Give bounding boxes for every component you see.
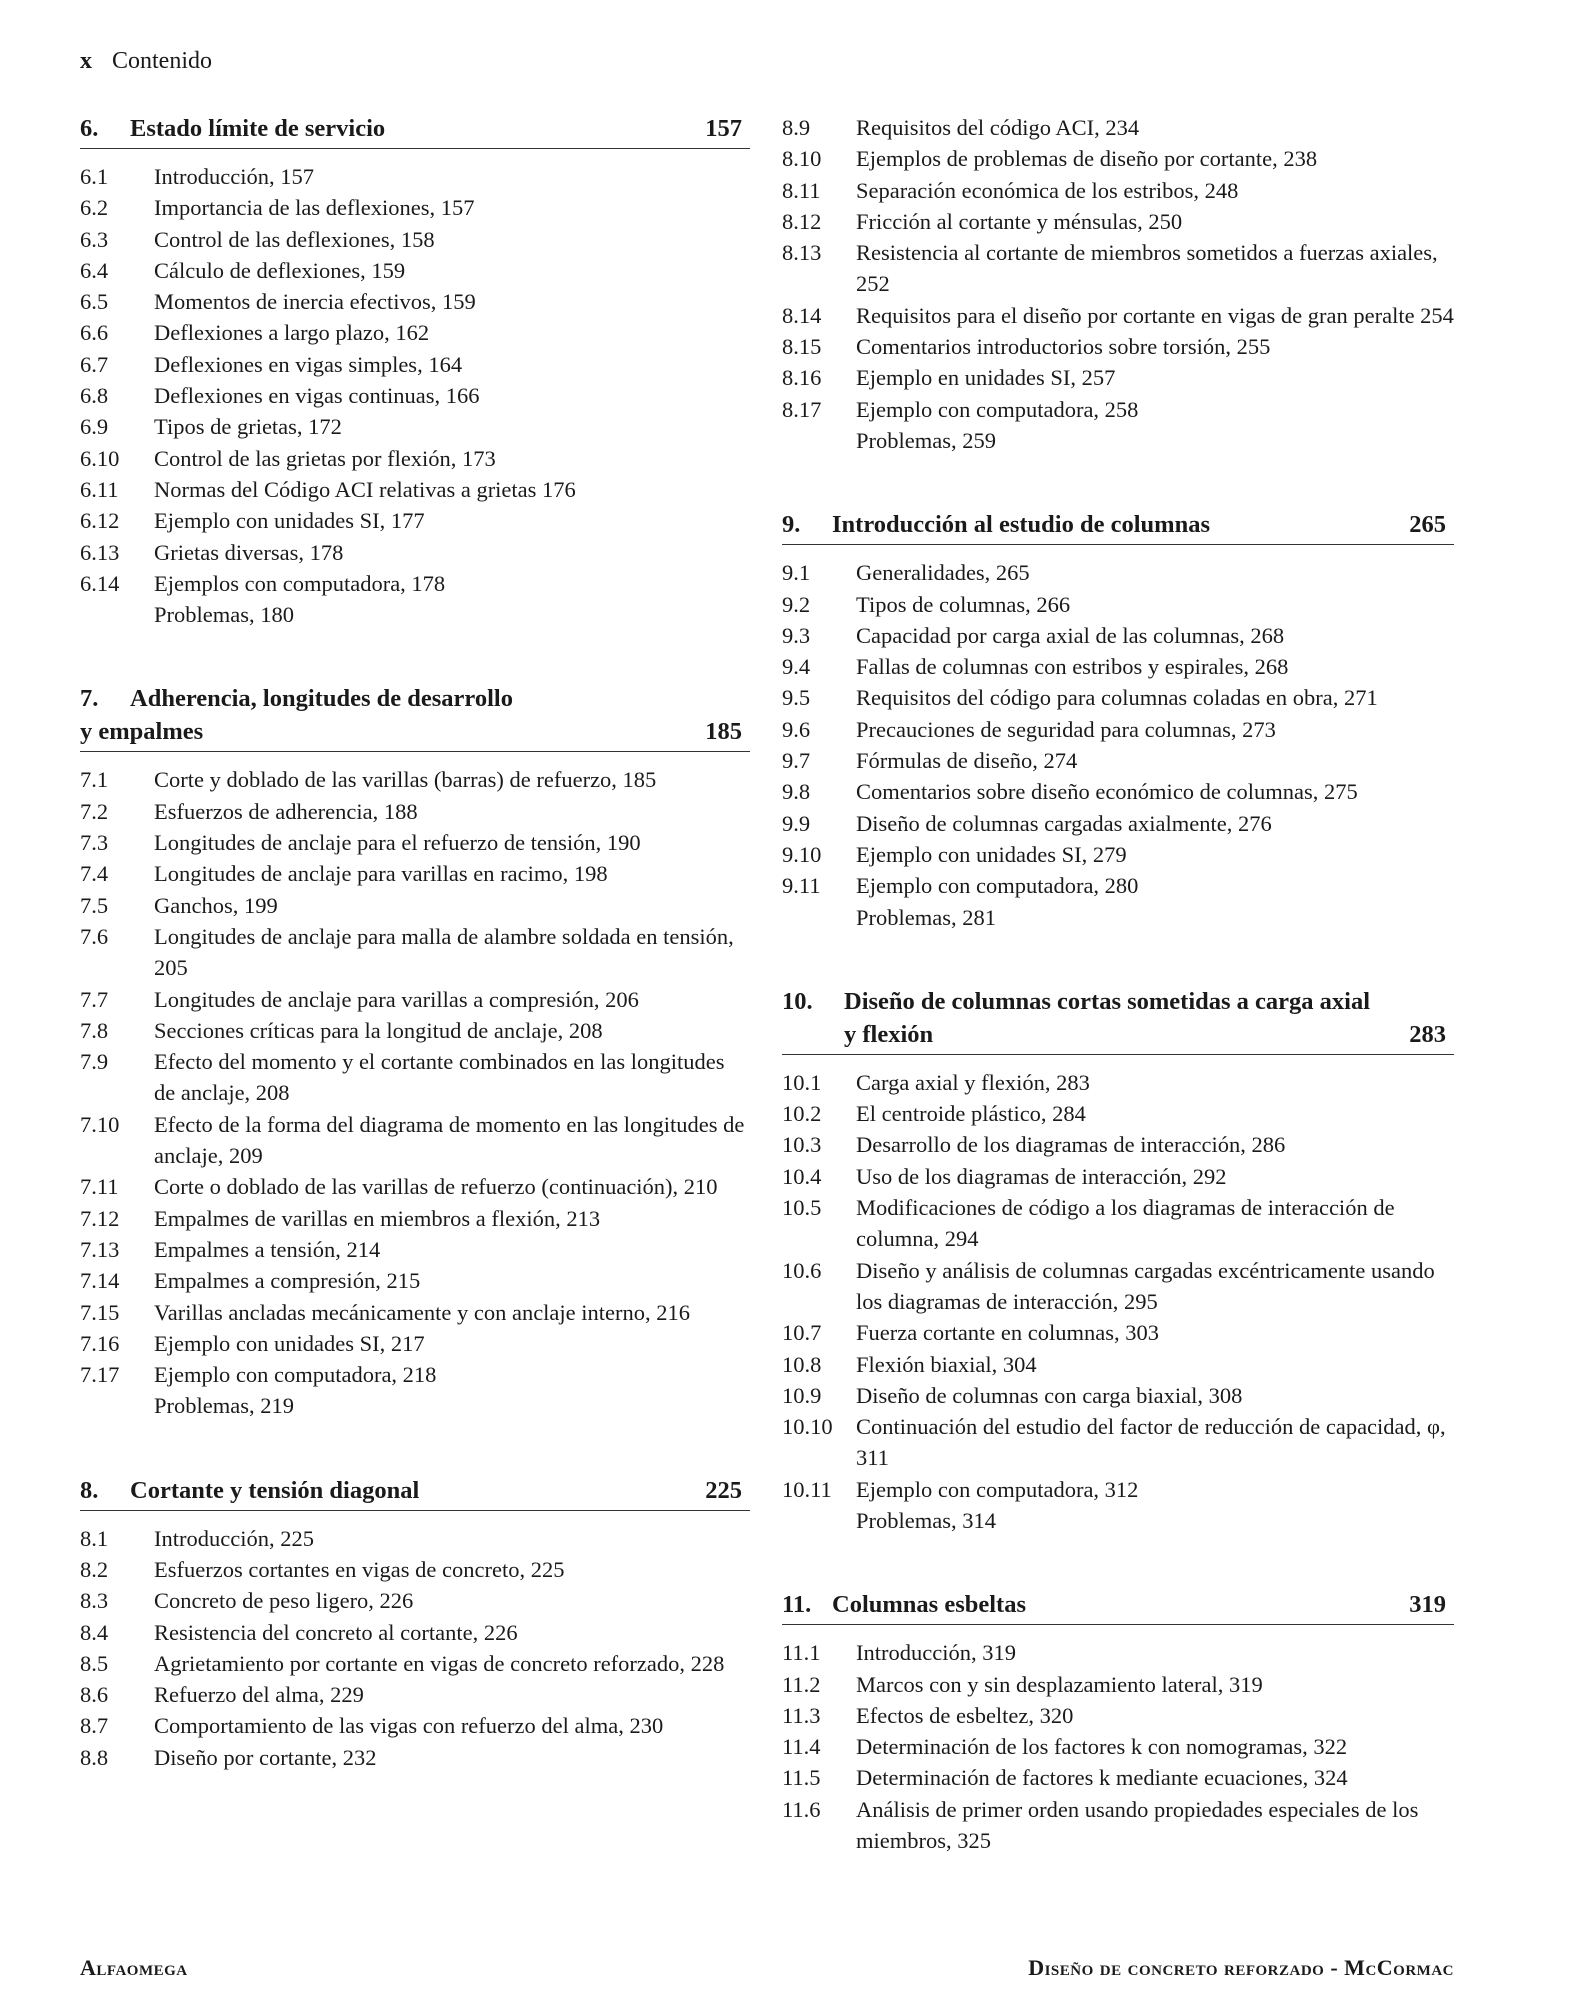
section-title: Deflexiones en vigas simples, 164: [154, 351, 463, 377]
section-number: 11.2: [782, 1671, 821, 1697]
toc-entry[interactable]: [80, 1359, 750, 1390]
toc-entry[interactable]: [80, 537, 750, 568]
section-number: 6.2: [80, 195, 109, 221]
section-number: 10.10: [782, 1414, 833, 1440]
section-number: 6.4: [80, 257, 109, 283]
chapter-section: [80, 1474, 750, 1773]
section-title: Longitudes de anclaje para varillas a compresión, 206: [154, 986, 639, 1012]
section-number: 8.16: [782, 365, 822, 391]
section-number: 11.5: [782, 1765, 821, 1791]
toc-entry[interactable]: [782, 362, 1454, 393]
section-title: Comentarios sobre diseño económico de columnas, 275: [856, 779, 1358, 805]
section-title: Comentarios introductorios sobre torsión, 255: [856, 334, 1271, 360]
section-number: 8.10: [782, 146, 822, 172]
section-title: Uso de los diagramas de interacción, 292: [856, 1163, 1227, 1189]
section-number: 7.12: [80, 1205, 120, 1231]
section-number: 7.13: [80, 1236, 120, 1262]
section-title: Ejemplo con computadora, 258: [856, 396, 1139, 422]
chapter-heading[interactable]: [80, 682, 750, 752]
section-title: Secciones críticas para la longitud de anclaje, 208: [154, 1017, 603, 1043]
toc-entry[interactable]: [80, 1203, 750, 1234]
section-number: 6.9: [80, 414, 109, 440]
chapter-heading[interactable]: [80, 1474, 750, 1511]
toc-entry[interactable]: [80, 255, 750, 286]
section-number: 9.11: [782, 873, 821, 899]
section-number: 8.2: [80, 1556, 109, 1582]
toc-entry[interactable]: [782, 1349, 1454, 1380]
toc-entry[interactable]: [80, 443, 750, 474]
section-title: Capacidad por carga axial de las columnas, 268: [856, 622, 1285, 648]
toc-entry[interactable]: [80, 599, 750, 630]
toc-entry[interactable]: [782, 557, 1454, 588]
toc-entry[interactable]: [782, 237, 1454, 300]
toc-entry[interactable]: [80, 1554, 750, 1585]
section-number: 6.7: [80, 351, 109, 377]
section-number: 6.13: [80, 539, 120, 565]
section-title: Empalmes a tensión, 214: [154, 1236, 381, 1262]
section-title: Requisitos del código ACI, 234: [856, 115, 1140, 140]
chapter-section: [782, 985, 1454, 1536]
toc-entry[interactable]: [782, 651, 1454, 682]
section-number: 7.2: [80, 798, 109, 824]
section-title: Ejemplo con unidades SI, 177: [154, 508, 425, 534]
section-title: Cálculo de deflexiones, 159: [154, 257, 406, 283]
section-title: Separación económica de los estribos, 248: [856, 177, 1239, 203]
section-number: 7.10: [80, 1111, 120, 1137]
section-title: Longitudes de anclaje para malla de alambre soldada en tensión, 205: [154, 923, 734, 981]
section-title: Problemas, 219: [154, 1393, 294, 1419]
toc-entry[interactable]: [782, 175, 1454, 206]
page-number: x: [80, 48, 92, 74]
toc-entry[interactable]: [782, 1192, 1454, 1255]
section-number: 7.14: [80, 1268, 120, 1294]
toc-entry[interactable]: [80, 890, 750, 921]
section-title: Diseño de columnas cargadas axialmente, 276: [856, 810, 1272, 836]
header-title: Contenido: [112, 48, 212, 74]
section-title: Fricción al cortante y ménsulas, 250: [856, 208, 1183, 234]
section-number: 9.3: [782, 622, 811, 648]
toc-entry[interactable]: [782, 1067, 1454, 1098]
chapter-page: 157: [705, 115, 742, 142]
section-number: 6.12: [80, 508, 120, 534]
section-number: 9.10: [782, 841, 822, 867]
toc-entry[interactable]: [80, 568, 750, 599]
toc-entry[interactable]: [782, 1380, 1454, 1411]
section-title: Introducción, 319: [856, 1640, 1016, 1666]
toc-entry[interactable]: [80, 224, 750, 255]
chapter-heading[interactable]: [80, 112, 750, 149]
toc-entry[interactable]: [782, 143, 1454, 174]
section-number: 10.6: [782, 1257, 822, 1283]
chapter-number: 8.: [80, 1476, 99, 1504]
toc-entry[interactable]: [782, 902, 1454, 933]
toc-entry[interactable]: [80, 1742, 750, 1773]
chapter-section: [80, 682, 750, 1421]
chapter-number: 7.: [80, 685, 99, 713]
chapter-heading[interactable]: [782, 508, 1454, 545]
chapter-section: [782, 1588, 1454, 1856]
section-number: 11.3: [782, 1702, 821, 1728]
section-title: Efectos de esbeltez, 320: [856, 1702, 1074, 1728]
section-title: Fallas de columnas con estribos y espirales, 268: [856, 654, 1289, 680]
section-number: 10.5: [782, 1195, 822, 1221]
section-title: Introducción, 157: [154, 164, 314, 189]
section-title: Refuerzo del alma, 229: [154, 1682, 364, 1708]
toc-entry[interactable]: [782, 839, 1454, 870]
section-title: Marcos con y sin desplazamiento lateral, 319: [856, 1671, 1263, 1697]
chapter-page: 265: [1409, 511, 1446, 539]
chapter-page: 319: [1409, 1591, 1446, 1619]
section-title: Corte y doblado de las varillas (barras) de refuerzo, 185: [154, 767, 657, 793]
chapter-number: 10.: [782, 987, 813, 1015]
section-number: 9.6: [782, 716, 811, 742]
toc-entry[interactable]: [80, 1109, 750, 1172]
section-title: Efecto del momento y el cortante combinados en las longitudes de anclaje, 208: [154, 1049, 725, 1106]
section-number: 7.17: [80, 1362, 120, 1388]
section-title: Varillas ancladas mecánicamente y con anclaje interno, 216: [154, 1299, 691, 1325]
toc-entry[interactable]: [782, 1129, 1454, 1160]
toc-entry[interactable]: [80, 1265, 750, 1296]
toc-entry[interactable]: [782, 1317, 1454, 1348]
section-number: 10.1: [782, 1069, 822, 1095]
section-title: Ejemplo con computadora, 312: [856, 1476, 1139, 1502]
toc-entry[interactable]: [80, 192, 750, 223]
toc-entry[interactable]: [80, 286, 750, 317]
section-number: 9.1: [782, 560, 811, 586]
section-number: 11.6: [782, 1796, 821, 1822]
chapter-section: [80, 112, 750, 630]
section-title: Empalmes a compresión, 215: [154, 1268, 421, 1294]
section-number: 8.1: [80, 1525, 109, 1551]
toc-entry[interactable]: [782, 870, 1454, 901]
section-title: Ejemplo con unidades SI, 217: [154, 1330, 425, 1356]
section-number: 7.16: [80, 1330, 120, 1356]
toc-entry[interactable]: [80, 1617, 750, 1648]
chapter-title: Columnas esbeltas: [832, 1591, 1026, 1619]
section-number: 8.5: [80, 1650, 109, 1676]
section-title: Determinación de los factores k con nomogramas, 322: [856, 1734, 1348, 1760]
toc-entry[interactable]: [782, 206, 1454, 237]
section-number: 8.3: [80, 1588, 109, 1614]
toc-right-column: [782, 112, 1454, 1856]
section-title: Efecto de la forma del diagrama de momento en las longitudes de anclaje, 209: [154, 1111, 745, 1169]
toc-entry[interactable]: [782, 714, 1454, 745]
toc-entry[interactable]: [80, 1015, 750, 1046]
section-title: Flexión biaxial, 304: [856, 1351, 1037, 1377]
section-title: Generalidades, 265: [856, 560, 1030, 586]
section-title: Comportamiento de las vigas con refuerzo del alma, 230: [154, 1713, 664, 1739]
section-title: Carga axial y flexión, 283: [856, 1069, 1090, 1095]
chapter-title-continued: y flexión: [844, 1020, 934, 1048]
section-number: 10.11: [782, 1476, 832, 1502]
section-number: 10.9: [782, 1382, 822, 1408]
toc-entry[interactable]: [80, 380, 750, 411]
chapter-title-continued: y empalmes: [80, 718, 204, 746]
section-number: 8.9: [782, 115, 811, 140]
section-number: 9.8: [782, 779, 811, 805]
section-title: Problemas, 281: [856, 904, 996, 930]
section-title: Resistencia del concreto al cortante, 226: [154, 1619, 518, 1645]
chapter-section: [782, 508, 1454, 933]
toc-entry[interactable]: [80, 827, 750, 858]
section-title: Resistencia al cortante de miembros sometidos a fuerzas axiales, 252: [856, 240, 1438, 297]
toc-entry[interactable]: [80, 349, 750, 380]
toc-left-column: [80, 112, 750, 1773]
section-number: 7.11: [80, 1174, 119, 1200]
section-title: Problemas, 259: [856, 427, 996, 453]
chapter-number: 6.: [80, 115, 99, 142]
toc-entry[interactable]: [80, 1648, 750, 1679]
chapter-heading[interactable]: [782, 985, 1454, 1055]
section-title: Empalmes de varillas en miembros a flexión, 213: [154, 1205, 601, 1231]
section-number: 8.12: [782, 208, 822, 234]
section-number: 6.11: [80, 476, 119, 502]
section-number: 7.5: [80, 892, 109, 918]
section-title: Desarrollo de los diagramas de interacción, 286: [856, 1132, 1286, 1158]
section-number: 7.3: [80, 830, 109, 856]
toc-entry[interactable]: [782, 589, 1454, 620]
section-number: 10.7: [782, 1320, 822, 1346]
section-number: 7.9: [80, 1049, 109, 1075]
section-number: 10.4: [782, 1163, 822, 1189]
section-title: Grietas diversas, 178: [154, 539, 344, 565]
section-number: 6.3: [80, 226, 109, 252]
section-title: Importancia de las deflexiones, 157: [154, 195, 475, 221]
section-title: Esfuerzos de adherencia, 188: [154, 798, 418, 824]
section-title: Diseño de columnas con carga biaxial, 308: [856, 1382, 1243, 1408]
section-title: Continuación del estudio del factor de reducción de capacidad, φ, 311: [856, 1414, 1446, 1471]
section-title: Problemas, 180: [154, 602, 294, 628]
toc-entry[interactable]: [782, 1255, 1454, 1318]
section-title: Ejemplo en unidades SI, 257: [856, 365, 1116, 391]
section-number: 8.13: [782, 240, 822, 266]
section-title: Fórmulas de diseño, 274: [856, 748, 1078, 774]
chapter-section-continued: [782, 112, 1454, 456]
section-title: Longitudes de anclaje para varillas en racimo, 198: [154, 861, 608, 887]
toc-entry[interactable]: [80, 161, 750, 192]
section-title: Longitudes de anclaje para el refuerzo de tensión, 190: [154, 830, 641, 856]
chapter-heading[interactable]: [782, 1588, 1454, 1625]
toc-entry[interactable]: [782, 682, 1454, 713]
section-title: Fuerza cortante en columnas, 303: [856, 1320, 1160, 1346]
section-number: 7.6: [80, 923, 109, 949]
toc-entry[interactable]: [80, 1585, 750, 1616]
section-title: Análisis de primer orden usando propiedades especiales de los miembros, 325: [856, 1796, 1419, 1854]
section-title: Diseño y análisis de columnas cargadas excéntricamente usando los diagramas de interacción, 295: [856, 1257, 1435, 1314]
toc-entry[interactable]: [80, 984, 750, 1015]
toc-entry[interactable]: [782, 112, 1454, 143]
section-number: 6.1: [80, 164, 109, 189]
section-number: 9.2: [782, 591, 811, 617]
section-number: 7.7: [80, 986, 109, 1012]
chapter-title: Cortante y tensión diagonal: [130, 1476, 420, 1504]
section-title: Determinación de factores k mediante ecuaciones, 324: [856, 1765, 1348, 1791]
section-title: Ejemplos de problemas de diseño por cortante, 238: [856, 146, 1318, 172]
toc-entry[interactable]: [80, 858, 750, 889]
section-title: Requisitos del código para columnas coladas en obra, 271: [856, 685, 1378, 711]
section-number: 7.15: [80, 1299, 120, 1325]
section-number: 10.8: [782, 1351, 822, 1377]
section-title: Momentos de inercia efectivos, 159: [154, 289, 476, 315]
section-number: 8.4: [80, 1619, 109, 1645]
section-title: Ejemplo con computadora, 280: [856, 873, 1139, 899]
toc-entry[interactable]: [782, 776, 1454, 807]
toc-entry[interactable]: [782, 1411, 1454, 1474]
chapter-title: Estado límite de servicio: [130, 115, 386, 142]
section-title: El centroide plástico, 284: [856, 1101, 1086, 1127]
section-title: Diseño por cortante, 232: [154, 1744, 377, 1770]
section-title: Modificaciones de código a los diagramas de interacción de columna, 294: [856, 1195, 1395, 1252]
section-number: 8.15: [782, 334, 822, 360]
chapter-number: 11.: [782, 1591, 812, 1619]
toc-entry[interactable]: [782, 331, 1454, 362]
section-title: Introducción, 225: [154, 1525, 314, 1551]
section-number: 7.8: [80, 1017, 109, 1043]
toc-entry[interactable]: [80, 411, 750, 442]
section-number: 6.8: [80, 383, 109, 409]
toc-entry[interactable]: [80, 1328, 750, 1359]
toc-entry[interactable]: [782, 1794, 1454, 1857]
toc-entry[interactable]: [80, 1297, 750, 1328]
toc-entry[interactable]: [782, 1669, 1454, 1700]
section-number: 7.4: [80, 861, 109, 887]
chapter-page: 283: [1409, 1020, 1446, 1048]
section-number: 11.1: [782, 1640, 821, 1666]
toc-entry[interactable]: [782, 1700, 1454, 1731]
chapter-title: Diseño de columnas cortas sometidas a carga axial: [844, 987, 1371, 1015]
section-number: 9.4: [782, 654, 811, 680]
toc-entry[interactable]: [80, 764, 750, 795]
toc-entry[interactable]: [782, 394, 1454, 425]
chapter-page: 225: [705, 1476, 742, 1504]
toc-entry[interactable]: [80, 1171, 750, 1202]
section-number: 6.5: [80, 289, 109, 315]
toc-entry[interactable]: [782, 1637, 1454, 1668]
toc-entry[interactable]: [782, 1731, 1454, 1762]
toc-entry[interactable]: [782, 1098, 1454, 1129]
toc-entry[interactable]: [80, 921, 750, 984]
chapter-title: Introducción al estudio de columnas: [832, 511, 1210, 539]
section-number: 8.8: [80, 1744, 109, 1770]
toc-entry[interactable]: [80, 796, 750, 827]
section-number: 8.17: [782, 396, 822, 422]
toc-entry[interactable]: [782, 620, 1454, 651]
toc-entry[interactable]: [80, 317, 750, 348]
toc-entry[interactable]: [782, 1474, 1454, 1505]
section-title: Control de las deflexiones, 158: [154, 226, 435, 252]
footer-book-title: Diseño de concreto reforzado - McCormac: [1028, 1955, 1454, 1980]
section-number: 11.4: [782, 1734, 821, 1760]
section-title: Corte o doblado de las varillas de refuerzo (continuación), 210: [154, 1174, 718, 1200]
toc-entry[interactable]: [80, 1046, 750, 1109]
section-number: 10.2: [782, 1101, 822, 1127]
toc-entry[interactable]: [782, 1505, 1454, 1536]
section-number: 6.10: [80, 445, 120, 471]
section-title: Ejemplos con computadora, 178: [154, 570, 446, 596]
section-title: Ejemplo con unidades SI, 279: [856, 841, 1127, 867]
chapter-number: 9.: [782, 511, 801, 539]
section-title: Deflexiones en vigas continuas, 166: [154, 383, 480, 409]
toc-entry[interactable]: [80, 1710, 750, 1741]
section-number: 7.1: [80, 767, 109, 793]
section-number: 8.14: [782, 302, 822, 328]
chapter-title: Adherencia, longitudes de desarrollo: [130, 685, 513, 713]
footer-publisher: Alfaomega: [80, 1955, 188, 1980]
toc-entry[interactable]: [80, 1523, 750, 1554]
section-title: Tipos de columnas, 266: [856, 591, 1071, 617]
section-number: 6.6: [80, 320, 109, 346]
toc-entry[interactable]: [80, 505, 750, 536]
section-number: 9.5: [782, 685, 811, 711]
running-header: [80, 48, 212, 75]
chapter-page: 185: [705, 718, 742, 746]
section-title: Ganchos, 199: [154, 892, 278, 918]
section-title: Precauciones de seguridad para columnas, 273: [856, 716, 1276, 742]
section-title: Problemas, 314: [856, 1507, 996, 1533]
toc-entry[interactable]: [782, 808, 1454, 839]
section-number: 8.7: [80, 1713, 109, 1739]
section-title: Control de las grietas por flexión, 173: [154, 445, 496, 471]
section-title: Deflexiones a largo plazo, 162: [154, 320, 430, 346]
section-title: Agrietamiento por cortante en vigas de concreto reforzado, 228: [154, 1650, 725, 1676]
section-title: Concreto de peso ligero, 226: [154, 1588, 414, 1614]
section-number: 6.14: [80, 570, 120, 596]
toc-entry[interactable]: [782, 1762, 1454, 1793]
toc-entry[interactable]: [782, 1161, 1454, 1192]
section-title: Requisitos para el diseño por cortante en vigas de gran peralte 254: [856, 302, 1454, 328]
toc-entry[interactable]: [80, 474, 750, 505]
toc-entry[interactable]: [80, 1234, 750, 1265]
toc-entry[interactable]: [782, 425, 1454, 456]
section-number: 9.7: [782, 748, 811, 774]
toc-entry[interactable]: [80, 1390, 750, 1421]
section-number: 9.9: [782, 810, 811, 836]
section-title: Tipos de grietas, 172: [154, 414, 342, 440]
toc-entry[interactable]: [782, 745, 1454, 776]
toc-entry[interactable]: [80, 1679, 750, 1710]
section-title: Ejemplo con computadora, 218: [154, 1362, 437, 1388]
section-title: Esfuerzos cortantes en vigas de concreto, 225: [154, 1556, 565, 1582]
section-number: 10.3: [782, 1132, 822, 1158]
section-number: 8.6: [80, 1682, 109, 1708]
section-number: 8.11: [782, 177, 821, 203]
toc-entry[interactable]: [782, 300, 1454, 331]
section-title: Normas del Código ACI relativas a grietas 176: [154, 476, 576, 502]
